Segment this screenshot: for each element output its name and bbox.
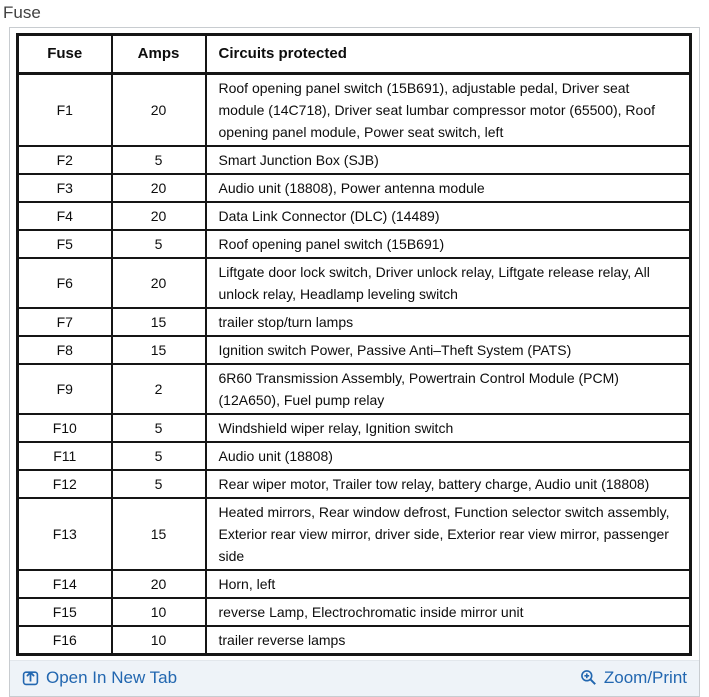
table-row <box>18 230 691 258</box>
fuse-id-cell: F15 <box>18 598 112 626</box>
zoom-print-link[interactable] <box>580 668 687 687</box>
fuse-id-cell: F2 <box>18 146 112 174</box>
table-row <box>18 336 691 364</box>
fuse-id-cell: F3 <box>18 174 112 202</box>
fuse-id-cell: F11 <box>18 442 112 470</box>
amps-cell: 15 <box>112 498 206 570</box>
table-row <box>18 498 691 570</box>
page-title: Fuse <box>3 3 41 22</box>
table-row <box>18 146 691 174</box>
table-row <box>18 174 691 202</box>
table-row <box>18 626 691 655</box>
circuits-cell: Heated mirrors, Rear window defrost, Function selector switch assembly, Exterior rear view mirror, driver side, Exterior rear view mirror, passenger side <box>206 498 691 570</box>
table-row <box>18 598 691 626</box>
fuse-table-area <box>10 28 699 660</box>
open-in-new-tab-link[interactable] <box>22 668 177 687</box>
circuits-cell: Liftgate door lock switch, Driver unlock relay, Liftgate release relay, All unlock relay, Headlamp leveling switch <box>206 258 691 308</box>
table-row <box>18 258 691 308</box>
fuse-id-cell: F14 <box>18 570 112 598</box>
amps-cell: 10 <box>112 598 206 626</box>
amps-cell: 2 <box>112 364 206 414</box>
circuits-cell: trailer stop/turn lamps <box>206 308 691 336</box>
box-arrow-up-icon <box>22 669 39 686</box>
table-row <box>18 414 691 442</box>
fuse-id-cell: F7 <box>18 308 112 336</box>
circuits-cell: Audio unit (18808), Power antenna module <box>206 174 691 202</box>
circuits-cell: Roof opening panel switch (15B691), adjustable pedal, Driver seat module (14C718), Driver seat lumbar compressor motor (65500), Roof opening panel module, Power seat switch, left <box>206 74 691 147</box>
amps-cell: 20 <box>112 202 206 230</box>
fuse-id-cell: F12 <box>18 470 112 498</box>
table-row <box>18 74 691 147</box>
fuse-id-cell: F1 <box>18 74 112 147</box>
table-header-row <box>18 35 691 74</box>
amps-cell: 20 <box>112 74 206 147</box>
circuits-cell: 6R60 Transmission Assembly, Powertrain Control Module (PCM) (12A650), Fuel pump relay <box>206 364 691 414</box>
circuits-cell: trailer reverse lamps <box>206 626 691 655</box>
table-row <box>18 364 691 414</box>
header-circuits-protected: Circuits protected <box>206 35 691 74</box>
fuse-chart-panel <box>9 27 700 697</box>
header-fuse: Fuse <box>18 35 112 74</box>
fuse-id-cell: F9 <box>18 364 112 414</box>
amps-cell: 5 <box>112 230 206 258</box>
amps-cell: 15 <box>112 308 206 336</box>
amps-cell: 20 <box>112 174 206 202</box>
zoom-print-label: Zoom/Print <box>603 668 687 687</box>
table-row <box>18 202 691 230</box>
circuits-cell: Rear wiper motor, Trailer tow relay, battery charge, Audio unit (18808) <box>206 470 691 498</box>
open-in-new-tab-label: Open In New Tab <box>46 668 178 687</box>
circuits-cell: reverse Lamp, Electrochromatic inside mirror unit <box>206 598 691 626</box>
amps-cell: 15 <box>112 336 206 364</box>
fuse-id-cell: F10 <box>18 414 112 442</box>
footer-bar <box>10 660 699 696</box>
table-row <box>18 442 691 470</box>
table-row <box>18 570 691 598</box>
amps-cell: 5 <box>112 470 206 498</box>
circuits-cell: Windshield wiper relay, Ignition switch <box>206 414 691 442</box>
fuse-id-cell: F13 <box>18 498 112 570</box>
fuse-id-cell: F16 <box>18 626 112 655</box>
circuits-cell: Smart Junction Box (SJB) <box>206 146 691 174</box>
circuits-cell: Ignition switch Power, Passive Anti–Theft System (PATS) <box>206 336 691 364</box>
amps-cell: 10 <box>112 626 206 655</box>
amps-cell: 5 <box>112 442 206 470</box>
table-row <box>18 308 691 336</box>
amps-cell: 20 <box>112 570 206 598</box>
fuse-id-cell: F8 <box>18 336 112 364</box>
fuse-table <box>16 33 692 656</box>
circuits-cell: Data Link Connector (DLC) (14489) <box>206 202 691 230</box>
circuits-cell: Roof opening panel switch (15B691) <box>206 230 691 258</box>
amps-cell: 5 <box>112 146 206 174</box>
fuse-id-cell: F4 <box>18 202 112 230</box>
fuse-id-cell: F5 <box>18 230 112 258</box>
header-amps: Amps <box>112 35 206 74</box>
table-row <box>18 470 691 498</box>
fuse-id-cell: F6 <box>18 258 112 308</box>
amps-cell: 20 <box>112 258 206 308</box>
fuse-table-body <box>18 74 691 655</box>
amps-cell: 5 <box>112 414 206 442</box>
circuits-cell: Horn, left <box>206 570 691 598</box>
magnifier-plus-icon <box>580 669 597 686</box>
circuits-cell: Audio unit (18808) <box>206 442 691 470</box>
